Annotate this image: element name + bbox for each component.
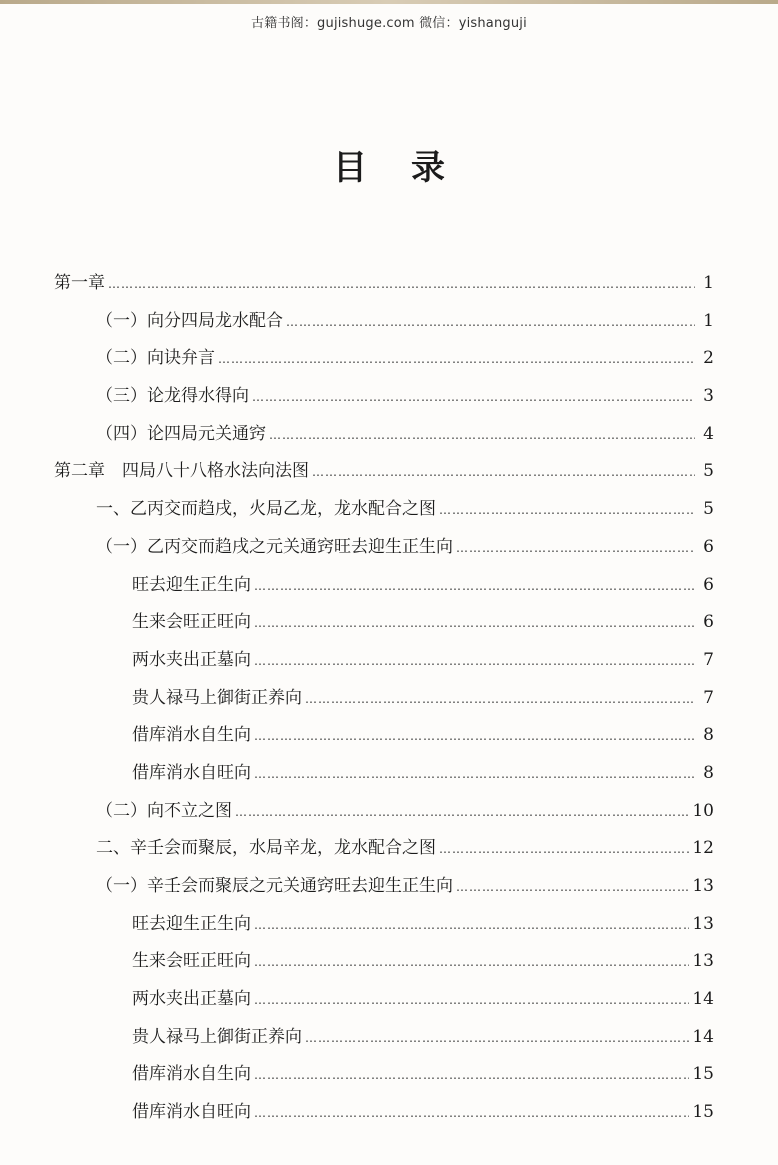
toc-entry-page: 10 — [692, 800, 714, 821]
toc-entry-page: 1 — [703, 273, 714, 293]
toc-entry-label: 借库消水自旺向 — [132, 1102, 251, 1123]
toc-entry-label: 借库消水自旺向 — [132, 762, 251, 783]
toc-entry[interactable] — [54, 491, 714, 529]
toc-entry[interactable] — [54, 1094, 714, 1132]
top-border — [0, 0, 778, 4]
toc-entry[interactable] — [54, 1056, 714, 1094]
toc-entry-label: 一、乙丙交而趋戌，火局乙龙，龙水配合之图 — [96, 499, 436, 520]
page-title: 目录 — [333, 148, 489, 188]
toc-entry-page: 13 — [692, 951, 714, 972]
toc-dot-leader — [254, 907, 689, 945]
toc-entry-page: 13 — [692, 913, 714, 934]
toc-entry[interactable] — [54, 303, 714, 341]
toc-entry[interactable] — [54, 868, 714, 906]
toc-entry[interactable] — [54, 529, 714, 567]
toc-entry-page: 8 — [703, 762, 714, 783]
toc-dot-leader — [254, 605, 695, 643]
toc-entry[interactable] — [54, 604, 714, 642]
toc-dot-leader — [305, 681, 695, 719]
toc-entry[interactable] — [54, 567, 714, 605]
toc-entry-page: 7 — [703, 649, 714, 670]
toc-dot-leader — [286, 304, 695, 342]
toc-entry-label: 贵人禄马上御街正养向 — [132, 687, 302, 708]
toc-entry[interactable] — [54, 1019, 714, 1057]
toc-dot-leader — [439, 831, 689, 869]
toc-entry-page: 1 — [703, 310, 714, 331]
toc-dot-leader — [269, 417, 695, 455]
toc-entry-label: 生来会旺正旺向 — [132, 951, 251, 972]
toc-entry-label: （三）论龙得水得向 — [96, 386, 249, 407]
toc-entry[interactable] — [54, 717, 714, 755]
toc-entry-label: 二、辛壬会而聚辰，水局辛龙，龙水配合之图 — [96, 838, 436, 859]
toc-entry-page: 14 — [692, 989, 714, 1010]
toc-entry-label: 第二章 四局八十八格水法向法图 — [54, 461, 309, 482]
toc-entry-page: 12 — [692, 838, 714, 859]
toc-dot-leader — [254, 718, 695, 756]
toc-entry[interactable] — [54, 265, 714, 303]
toc-entry-page: 15 — [692, 1102, 714, 1123]
toc-entry[interactable] — [54, 416, 714, 454]
toc-dot-leader — [254, 1057, 689, 1095]
toc-dot-leader — [108, 266, 695, 304]
toc-entry[interactable] — [54, 793, 714, 831]
toc-entry[interactable] — [54, 755, 714, 793]
toc-entry-label: 旺去迎生正生向 — [132, 913, 251, 934]
toc-dot-leader — [254, 568, 695, 606]
toc-entry-page: 8 — [703, 725, 714, 746]
toc-entry[interactable] — [54, 340, 714, 378]
toc-entry[interactable] — [54, 378, 714, 416]
toc-entry[interactable] — [54, 642, 714, 680]
toc-entry-label: （一）乙丙交而趋戌之元关通窍旺去迎生正生向 — [96, 536, 453, 557]
toc-entry-label: 借库消水自生向 — [132, 1064, 251, 1085]
toc-dot-leader — [254, 982, 689, 1020]
toc-entry[interactable] — [54, 943, 714, 981]
toc-dot-leader — [235, 794, 689, 832]
toc-entry-label: （一）向分四局龙水配合 — [96, 310, 283, 331]
toc-entry[interactable] — [54, 453, 714, 491]
table-of-contents — [54, 265, 714, 1132]
toc-entry[interactable] — [54, 680, 714, 718]
toc-entry-label: 旺去迎生正生向 — [132, 574, 251, 595]
toc-dot-leader — [254, 756, 695, 794]
toc-entry-page: 14 — [692, 1026, 714, 1047]
toc-dot-leader — [439, 492, 695, 530]
toc-entry-page: 4 — [703, 423, 714, 444]
toc-entry-label: 借库消水自生向 — [132, 725, 251, 746]
toc-dot-leader — [218, 341, 695, 379]
site-header: 古籍书阁：gujishuge.com 微信：yishanguji — [251, 16, 527, 31]
toc-dot-leader — [254, 1095, 689, 1133]
toc-entry-label: （四）论四局元关通窍 — [96, 423, 266, 444]
toc-entry-page: 15 — [692, 1064, 714, 1085]
toc-entry-label: 两水夹出正墓向 — [132, 989, 251, 1010]
toc-entry-page: 7 — [703, 687, 714, 708]
toc-entry-page: 2 — [703, 348, 714, 369]
toc-entry-label: 贵人禄马上御街正养向 — [132, 1026, 302, 1047]
toc-entry-page: 3 — [703, 386, 714, 407]
toc-entry-page: 6 — [703, 574, 714, 595]
toc-dot-leader — [254, 944, 689, 982]
toc-dot-leader — [456, 869, 689, 907]
toc-dot-leader — [456, 530, 695, 568]
toc-entry-label: （一）辛壬会而聚辰之元关通窍旺去迎生正生向 — [96, 876, 453, 896]
toc-dot-leader — [254, 643, 695, 681]
toc-entry-page: 13 — [692, 876, 714, 896]
toc-entry-label: （二）向诀弁言 — [96, 348, 215, 369]
toc-entry-page: 6 — [703, 536, 714, 557]
toc-dot-leader — [312, 454, 695, 492]
toc-entry-page: 5 — [703, 461, 714, 482]
toc-entry-label: 两水夹出正墓向 — [132, 649, 251, 670]
toc-entry-page: 5 — [703, 499, 714, 520]
toc-dot-leader — [305, 1020, 689, 1058]
toc-entry[interactable] — [54, 830, 714, 868]
toc-entry-page: 6 — [703, 612, 714, 633]
toc-entry[interactable] — [54, 906, 714, 944]
toc-entry[interactable] — [54, 981, 714, 1019]
toc-entry-label: 生来会旺正旺向 — [132, 612, 251, 633]
toc-entry-label: 第一章 — [54, 273, 105, 293]
toc-dot-leader — [252, 379, 695, 417]
toc-entry-label: （二）向不立之图 — [96, 800, 232, 821]
